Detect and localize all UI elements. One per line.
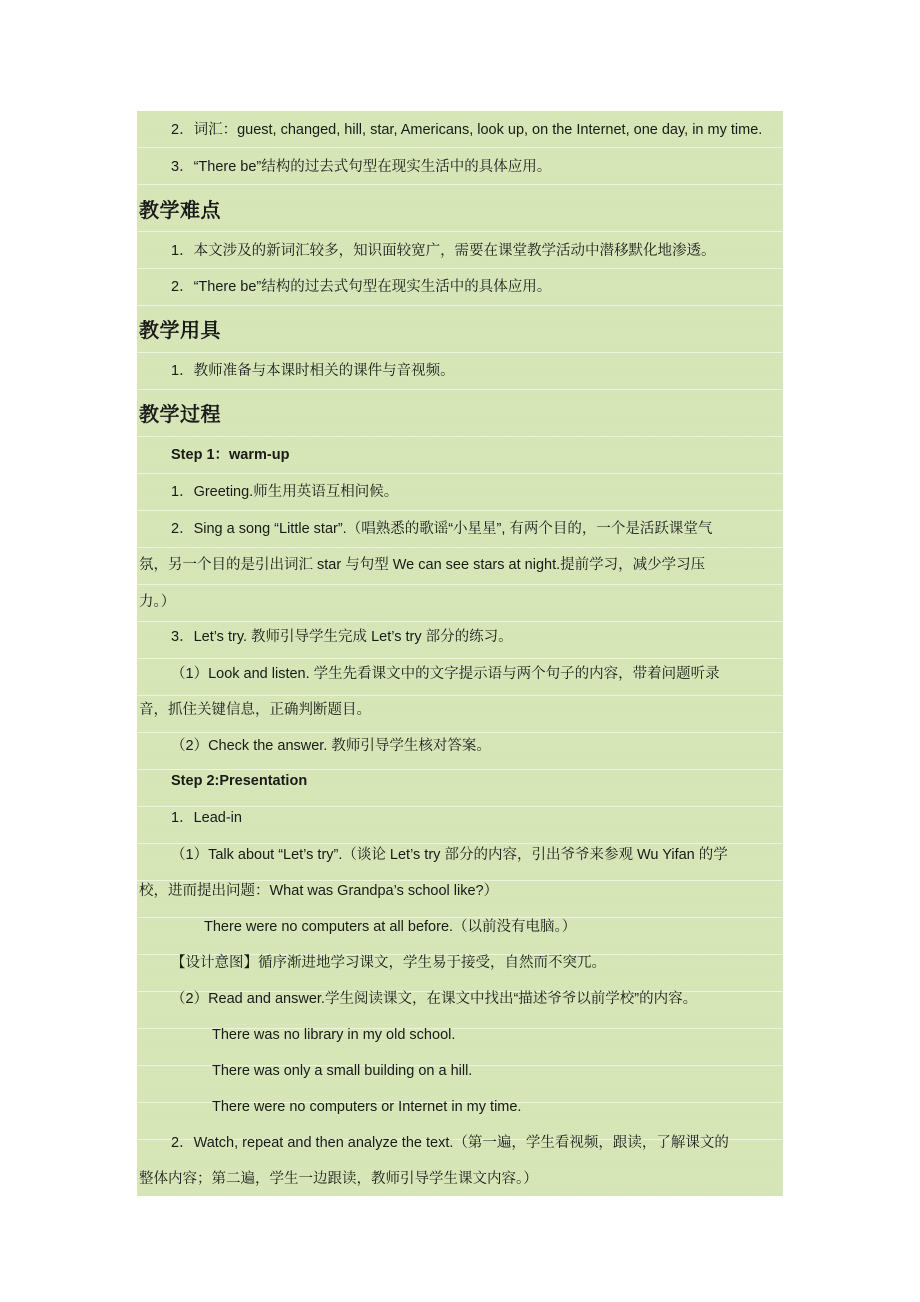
band-separator — [137, 584, 783, 585]
band-separator — [137, 510, 783, 511]
band-separator — [137, 268, 783, 269]
step-line: 1．Lead-in — [171, 810, 242, 826]
band-separator — [137, 305, 783, 306]
step-line: （2）Check the answer. 教师引导学生核对答案。 — [171, 738, 491, 754]
band-separator — [137, 147, 783, 148]
step-line: 氛，另一个目的是引出词汇 star 与句型 We can see stars at night.提前学习，减少学习压 — [139, 557, 706, 573]
step-1-title: Step 1：warm-up — [171, 447, 290, 463]
difficulty-item: 1．本文涉及的新词汇较多，知识面较宽广，需要在课堂教学活动中潜移默化地渗透。 — [171, 243, 716, 259]
step-line: （2）Read and answer.学生阅读课文，在课文中找出“描述爷爷以前学校”的内容。 — [171, 991, 698, 1007]
band-separator — [137, 436, 783, 437]
step-line: （1）Look and listen. 学生先看课文中的文字提示语与两个句子的内容，带着问题听录 — [171, 666, 720, 682]
step-line: 音，抓住关键信息，正确判断题目。 — [139, 702, 371, 718]
section-heading-process: 教学过程 — [139, 402, 221, 426]
band-separator — [137, 621, 783, 622]
section-heading-materials: 教学用具 — [139, 318, 221, 342]
example-sentence: There were no computers or Internet in my time. — [212, 1099, 522, 1115]
step-line: There were no computers at all before.（以前没有电脑。） — [204, 919, 577, 935]
example-sentence: There was no library in my old school. — [212, 1027, 456, 1043]
band-separator — [137, 732, 783, 733]
step-line: （1）Talk about “Let’s try”.（谈论 Let’s try 部分的内容，引出爷爷来参观 Wu Yifan 的学 — [171, 847, 728, 863]
document-page — [137, 111, 783, 1196]
band-separator — [137, 547, 783, 548]
band-separator — [137, 352, 783, 353]
step-line: 力。） — [139, 594, 176, 610]
section-heading-difficulties: 教学难点 — [139, 198, 221, 222]
step-line: 整体内容；第二遍，学生一边跟读，教师引导学生课文内容。） — [139, 1171, 538, 1187]
band-separator — [137, 658, 783, 659]
band-separator — [137, 843, 783, 844]
band-separator — [137, 769, 783, 770]
difficulty-item: 2．“There be”结构的过去式句型在现实生活中的具体应用。 — [171, 279, 552, 295]
band-separator — [137, 806, 783, 807]
focus-item-vocabulary: 2．词汇：guest, changed, hill, star, Americans, look up, on the Internet, one day, in my time. — [171, 122, 763, 138]
band-separator — [137, 695, 783, 696]
focus-item-there-be: 3．“There be”结构的过去式句型在现实生活中的具体应用。 — [171, 159, 552, 175]
example-sentence: There was only a small building on a hill. — [212, 1063, 473, 1079]
band-separator — [137, 231, 783, 232]
step-line: 2．Sing a song “Little star”.（唱熟悉的歌谣“小星星”, 有两个目的，一个是活跃课堂气 — [171, 521, 713, 537]
design-intent-line: 【设计意图】循序渐进地学习课文，学生易于接受，自然而不突兀。 — [171, 955, 606, 971]
band-separator — [137, 473, 783, 474]
band-separator — [137, 389, 783, 390]
band-separator — [137, 184, 783, 185]
step-line: 3．Let’s try. 教师引导学生完成 Let’s try 部分的练习。 — [171, 629, 513, 645]
step-line: 校，进而提出问题：What was Grandpa’s school like?） — [139, 883, 499, 899]
materials-item: 1．教师准备与本课时相关的课件与音视频。 — [171, 363, 455, 379]
step-line: 2．Watch, repeat and then analyze the text.（第一遍，学生看视频，跟读，了解课文的 — [171, 1135, 729, 1151]
step-line: 1．Greeting.师生用英语互相问候。 — [171, 484, 399, 500]
step-2-title: Step 2:Presentation — [171, 773, 308, 789]
